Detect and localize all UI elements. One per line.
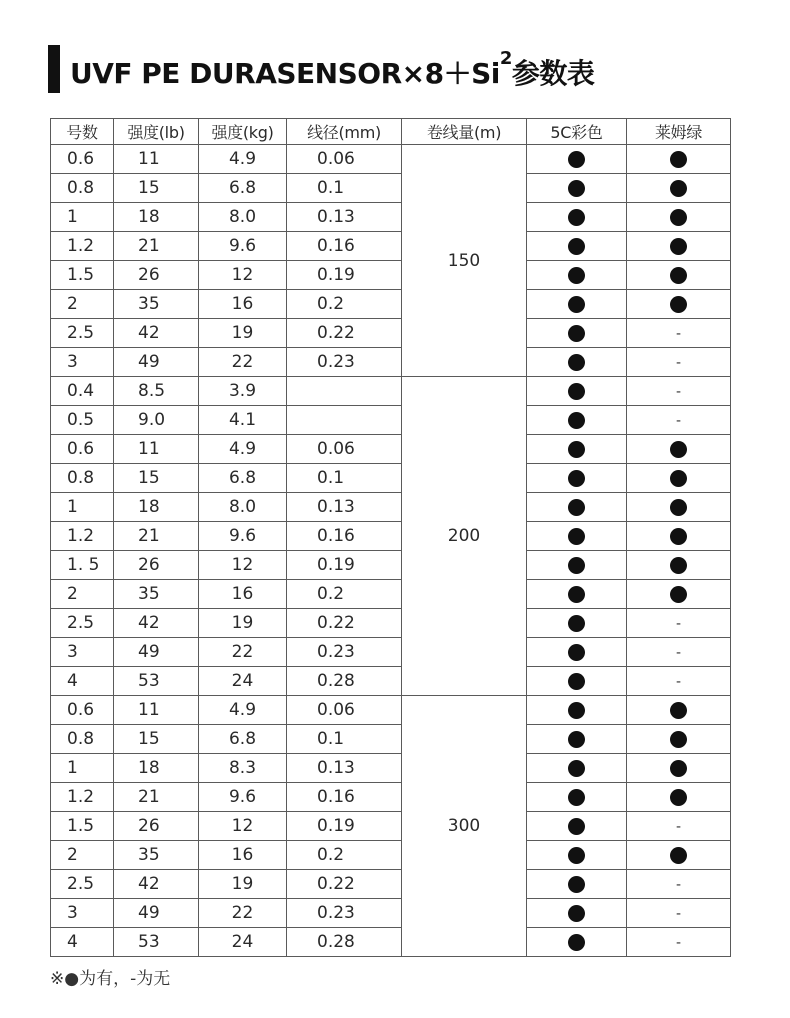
5c-color-cell xyxy=(527,812,627,841)
5c-color-cell xyxy=(527,725,627,754)
strength-kg-cell: 16 xyxy=(199,290,287,319)
lime-green-cell xyxy=(627,377,731,406)
5c-color-cell xyxy=(527,783,627,812)
lime-green-cell xyxy=(627,348,731,377)
available-dot-icon xyxy=(568,818,585,835)
spec-table xyxy=(50,118,731,957)
table-row xyxy=(51,928,731,957)
diameter-cell: 0.28 xyxy=(287,667,402,696)
strength-kg-cell: 6.8 xyxy=(199,464,287,493)
strength-kg-cell: 22 xyxy=(199,899,287,928)
diameter-cell: 0.23 xyxy=(287,348,402,377)
table-row xyxy=(51,754,731,783)
strength-lb-cell: 42 xyxy=(114,870,199,899)
table-row xyxy=(51,145,731,174)
available-dot-icon xyxy=(568,296,585,313)
lime-green-cell xyxy=(627,203,731,232)
strength-kg-cell: 4.9 xyxy=(199,145,287,174)
size-cell: 0.8 xyxy=(51,725,114,754)
table-row xyxy=(51,899,731,928)
diameter-cell: 0.1 xyxy=(287,464,402,493)
strength-kg-cell: 9.6 xyxy=(199,522,287,551)
lime-green-cell xyxy=(627,406,731,435)
size-cell: 4 xyxy=(51,928,114,957)
diameter-cell: 0.06 xyxy=(287,435,402,464)
available-dot-icon xyxy=(670,760,687,777)
diameter-cell: 0.13 xyxy=(287,493,402,522)
5c-color-cell xyxy=(527,377,627,406)
available-dot-icon xyxy=(670,557,687,574)
strength-kg-cell: 8.0 xyxy=(199,493,287,522)
strength-lb-cell: 35 xyxy=(114,290,199,319)
size-cell: 2.5 xyxy=(51,870,114,899)
diameter-cell: 0.23 xyxy=(287,899,402,928)
size-cell: 2.5 xyxy=(51,609,114,638)
diameter-cell: 0.16 xyxy=(287,232,402,261)
lime-green-cell xyxy=(627,290,731,319)
unavailable-dash: - xyxy=(675,935,682,951)
lime-green-cell xyxy=(627,232,731,261)
5c-color-cell xyxy=(527,551,627,580)
diameter-cell: 0.13 xyxy=(287,203,402,232)
lime-green-cell xyxy=(627,696,731,725)
table-row xyxy=(51,522,731,551)
lime-green-cell xyxy=(627,493,731,522)
size-cell: 2.5 xyxy=(51,319,114,348)
strength-lb-cell: 49 xyxy=(114,348,199,377)
5c-color-cell xyxy=(527,464,627,493)
size-cell: 0.5 xyxy=(51,406,114,435)
strength-kg-cell: 12 xyxy=(199,261,287,290)
size-cell: 0.6 xyxy=(51,435,114,464)
strength-lb-cell: 35 xyxy=(114,580,199,609)
strength-lb-cell: 21 xyxy=(114,522,199,551)
5c-color-cell xyxy=(527,841,627,870)
header-cell-diameter: 线径(mm) xyxy=(287,119,402,145)
table-row xyxy=(51,870,731,899)
size-cell: 3 xyxy=(51,638,114,667)
strength-kg-cell: 24 xyxy=(199,928,287,957)
unavailable-dash: - xyxy=(675,326,682,342)
title-superscript: 2 xyxy=(499,48,512,69)
available-dot-icon xyxy=(568,441,585,458)
strength-lb-cell: 15 xyxy=(114,464,199,493)
table-row xyxy=(51,812,731,841)
spool-length-cell: 200 xyxy=(402,377,527,696)
strength-kg-cell: 24 xyxy=(199,667,287,696)
header-cell-spool-length: 卷线量(m) xyxy=(402,119,527,145)
header-cell-strength-kg: 强度(kg) xyxy=(199,119,287,145)
title-main-text: UVF PE DURASENSOR×8＋Si xyxy=(70,57,500,90)
size-cell: 0.8 xyxy=(51,464,114,493)
strength-kg-cell: 4.9 xyxy=(199,696,287,725)
unavailable-dash: - xyxy=(675,645,682,661)
diameter-cell: 0.1 xyxy=(287,725,402,754)
size-cell: 0.4 xyxy=(51,377,114,406)
5c-color-cell xyxy=(527,145,627,174)
available-dot-icon xyxy=(568,557,585,574)
available-dot-icon xyxy=(670,180,687,197)
size-cell: 3 xyxy=(51,899,114,928)
available-dot-icon xyxy=(568,847,585,864)
strength-lb-cell: 9.0 xyxy=(114,406,199,435)
header-cell-strength-lb: 强度(lb) xyxy=(114,119,199,145)
available-dot-icon xyxy=(568,267,585,284)
size-cell: 1. 5 xyxy=(51,551,114,580)
strength-kg-cell: 22 xyxy=(199,348,287,377)
table-row xyxy=(51,174,731,203)
strength-lb-cell: 18 xyxy=(114,203,199,232)
size-cell: 0.8 xyxy=(51,174,114,203)
available-dot-icon xyxy=(568,383,585,400)
strength-lb-cell: 15 xyxy=(114,725,199,754)
available-dot-icon xyxy=(670,731,687,748)
size-cell: 1.5 xyxy=(51,812,114,841)
lime-green-cell xyxy=(627,812,731,841)
lime-green-cell xyxy=(627,319,731,348)
available-dot-icon xyxy=(568,760,585,777)
size-cell: 1 xyxy=(51,203,114,232)
size-cell: 3 xyxy=(51,348,114,377)
lime-green-cell xyxy=(627,899,731,928)
available-dot-icon xyxy=(670,209,687,226)
diameter-cell: 0.1 xyxy=(287,174,402,203)
5c-color-cell xyxy=(527,174,627,203)
table-row xyxy=(51,609,731,638)
header-cell-size: 号数 xyxy=(51,119,114,145)
available-dot-icon xyxy=(568,238,585,255)
diameter-cell xyxy=(287,377,402,406)
available-dot-icon xyxy=(670,702,687,719)
unavailable-dash: - xyxy=(675,616,682,632)
lime-green-cell xyxy=(627,667,731,696)
table-row xyxy=(51,232,731,261)
unavailable-dash: - xyxy=(675,674,682,690)
5c-color-cell xyxy=(527,522,627,551)
5c-color-cell xyxy=(527,261,627,290)
diameter-cell: 0.19 xyxy=(287,261,402,290)
available-dot-icon xyxy=(568,731,585,748)
size-cell: 1 xyxy=(51,493,114,522)
table-row xyxy=(51,580,731,609)
5c-color-cell xyxy=(527,290,627,319)
strength-kg-cell: 19 xyxy=(199,870,287,899)
table-row xyxy=(51,638,731,667)
lime-green-cell xyxy=(627,261,731,290)
table-row xyxy=(51,435,731,464)
lime-green-cell xyxy=(627,754,731,783)
lime-green-cell xyxy=(627,609,731,638)
table-row xyxy=(51,667,731,696)
5c-color-cell xyxy=(527,406,627,435)
lime-green-cell xyxy=(627,551,731,580)
size-cell: 1.2 xyxy=(51,522,114,551)
strength-kg-cell: 8.3 xyxy=(199,754,287,783)
5c-color-cell xyxy=(527,232,627,261)
5c-color-cell xyxy=(527,928,627,957)
lime-green-cell xyxy=(627,783,731,812)
strength-kg-cell: 9.6 xyxy=(199,783,287,812)
size-cell: 1 xyxy=(51,754,114,783)
strength-kg-cell: 3.9 xyxy=(199,377,287,406)
legend-footnote: ※●为有，-为无 xyxy=(50,969,171,989)
available-dot-icon xyxy=(568,151,585,168)
strength-lb-cell: 35 xyxy=(114,841,199,870)
available-dot-icon xyxy=(568,702,585,719)
lime-green-cell xyxy=(627,928,731,957)
strength-kg-cell: 4.9 xyxy=(199,435,287,464)
diameter-cell xyxy=(287,406,402,435)
available-dot-icon xyxy=(670,499,687,516)
lime-green-cell xyxy=(627,841,731,870)
table-row xyxy=(51,725,731,754)
title-accent-bar xyxy=(48,45,60,93)
available-dot-icon xyxy=(568,470,585,487)
5c-color-cell xyxy=(527,348,627,377)
strength-lb-cell: 8.5 xyxy=(114,377,199,406)
diameter-cell: 0.06 xyxy=(287,696,402,725)
strength-kg-cell: 6.8 xyxy=(199,725,287,754)
available-dot-icon xyxy=(670,441,687,458)
diameter-cell: 0.2 xyxy=(287,580,402,609)
strength-lb-cell: 21 xyxy=(114,232,199,261)
5c-color-cell xyxy=(527,696,627,725)
strength-kg-cell: 4.1 xyxy=(199,406,287,435)
table-row xyxy=(51,290,731,319)
diameter-cell: 0.22 xyxy=(287,319,402,348)
header-cell-5c-color: 5C彩色 xyxy=(527,119,627,145)
table-row xyxy=(51,783,731,812)
strength-lb-cell: 18 xyxy=(114,754,199,783)
size-cell: 2 xyxy=(51,841,114,870)
page-title xyxy=(70,48,595,92)
diameter-cell: 0.19 xyxy=(287,551,402,580)
diameter-cell: 0.2 xyxy=(287,290,402,319)
size-cell: 0.6 xyxy=(51,145,114,174)
lime-green-cell xyxy=(627,522,731,551)
table-row xyxy=(51,348,731,377)
strength-kg-cell: 12 xyxy=(199,551,287,580)
available-dot-icon xyxy=(670,267,687,284)
lime-green-cell xyxy=(627,725,731,754)
available-dot-icon xyxy=(670,151,687,168)
table-row xyxy=(51,406,731,435)
diameter-cell: 0.16 xyxy=(287,522,402,551)
spool-length-cell: 150 xyxy=(402,145,527,377)
table-row xyxy=(51,319,731,348)
lime-green-cell xyxy=(627,145,731,174)
spec-table-body xyxy=(51,145,731,957)
5c-color-cell xyxy=(527,899,627,928)
lime-green-cell xyxy=(627,464,731,493)
table-row xyxy=(51,841,731,870)
strength-kg-cell: 8.0 xyxy=(199,203,287,232)
unavailable-dash: - xyxy=(675,413,682,429)
available-dot-icon xyxy=(568,180,585,197)
diameter-cell: 0.13 xyxy=(287,754,402,783)
size-cell: 0.6 xyxy=(51,696,114,725)
unavailable-dash: - xyxy=(675,384,682,400)
diameter-cell: 0.23 xyxy=(287,638,402,667)
header-row xyxy=(51,119,731,145)
title-suffix: 参数表 xyxy=(511,57,595,90)
strength-lb-cell: 11 xyxy=(114,696,199,725)
strength-lb-cell: 11 xyxy=(114,435,199,464)
strength-lb-cell: 53 xyxy=(114,928,199,957)
diameter-cell: 0.2 xyxy=(287,841,402,870)
strength-lb-cell: 11 xyxy=(114,145,199,174)
lime-green-cell xyxy=(627,580,731,609)
available-dot-icon xyxy=(670,238,687,255)
table-row xyxy=(51,551,731,580)
available-dot-icon xyxy=(670,470,687,487)
5c-color-cell xyxy=(527,667,627,696)
available-dot-icon xyxy=(670,586,687,603)
strength-kg-cell: 12 xyxy=(199,812,287,841)
strength-kg-cell: 22 xyxy=(199,638,287,667)
available-dot-icon xyxy=(568,586,585,603)
available-dot-icon xyxy=(568,528,585,545)
table-row xyxy=(51,464,731,493)
available-dot-icon xyxy=(568,789,585,806)
diameter-cell: 0.16 xyxy=(287,783,402,812)
strength-lb-cell: 21 xyxy=(114,783,199,812)
diameter-cell: 0.06 xyxy=(287,145,402,174)
size-cell: 1.2 xyxy=(51,783,114,812)
strength-kg-cell: 19 xyxy=(199,319,287,348)
spool-length-cell: 300 xyxy=(402,696,527,957)
size-cell: 2 xyxy=(51,580,114,609)
available-dot-icon xyxy=(568,876,585,893)
available-dot-icon xyxy=(568,615,585,632)
diameter-cell: 0.28 xyxy=(287,928,402,957)
strength-lb-cell: 53 xyxy=(114,667,199,696)
diameter-cell: 0.22 xyxy=(287,609,402,638)
available-dot-icon xyxy=(568,325,585,342)
diameter-cell: 0.19 xyxy=(287,812,402,841)
5c-color-cell xyxy=(527,638,627,667)
table-row xyxy=(51,493,731,522)
5c-color-cell xyxy=(527,580,627,609)
5c-color-cell xyxy=(527,754,627,783)
unavailable-dash: - xyxy=(675,355,682,371)
5c-color-cell xyxy=(527,203,627,232)
strength-lb-cell: 15 xyxy=(114,174,199,203)
strength-lb-cell: 42 xyxy=(114,319,199,348)
5c-color-cell xyxy=(527,435,627,464)
available-dot-icon xyxy=(670,296,687,313)
unavailable-dash: - xyxy=(675,819,682,835)
available-dot-icon xyxy=(568,412,585,429)
strength-kg-cell: 19 xyxy=(199,609,287,638)
5c-color-cell xyxy=(527,609,627,638)
table-row xyxy=(51,377,731,406)
available-dot-icon xyxy=(568,644,585,661)
lime-green-cell xyxy=(627,638,731,667)
available-dot-icon xyxy=(670,528,687,545)
5c-color-cell xyxy=(527,870,627,899)
strength-kg-cell: 16 xyxy=(199,580,287,609)
strength-lb-cell: 26 xyxy=(114,812,199,841)
unavailable-dash: - xyxy=(675,877,682,893)
available-dot-icon xyxy=(568,905,585,922)
available-dot-icon xyxy=(568,354,585,371)
lime-green-cell xyxy=(627,174,731,203)
strength-kg-cell: 16 xyxy=(199,841,287,870)
strength-lb-cell: 26 xyxy=(114,261,199,290)
unavailable-dash: - xyxy=(675,906,682,922)
available-dot-icon xyxy=(670,789,687,806)
size-cell: 1.2 xyxy=(51,232,114,261)
table-row xyxy=(51,203,731,232)
size-cell: 2 xyxy=(51,290,114,319)
strength-kg-cell: 9.6 xyxy=(199,232,287,261)
available-dot-icon xyxy=(568,673,585,690)
available-dot-icon xyxy=(568,209,585,226)
diameter-cell: 0.22 xyxy=(287,870,402,899)
strength-lb-cell: 49 xyxy=(114,638,199,667)
lime-green-cell xyxy=(627,435,731,464)
5c-color-cell xyxy=(527,493,627,522)
size-cell: 1.5 xyxy=(51,261,114,290)
strength-kg-cell: 6.8 xyxy=(199,174,287,203)
available-dot-icon xyxy=(568,934,585,951)
available-dot-icon xyxy=(568,499,585,516)
size-cell: 4 xyxy=(51,667,114,696)
strength-lb-cell: 42 xyxy=(114,609,199,638)
header-cell-lime-green: 莱姆绿 xyxy=(627,119,731,145)
table-row xyxy=(51,261,731,290)
5c-color-cell xyxy=(527,319,627,348)
lime-green-cell xyxy=(627,870,731,899)
table-row xyxy=(51,696,731,725)
strength-lb-cell: 49 xyxy=(114,899,199,928)
strength-lb-cell: 26 xyxy=(114,551,199,580)
available-dot-icon xyxy=(670,847,687,864)
strength-lb-cell: 18 xyxy=(114,493,199,522)
